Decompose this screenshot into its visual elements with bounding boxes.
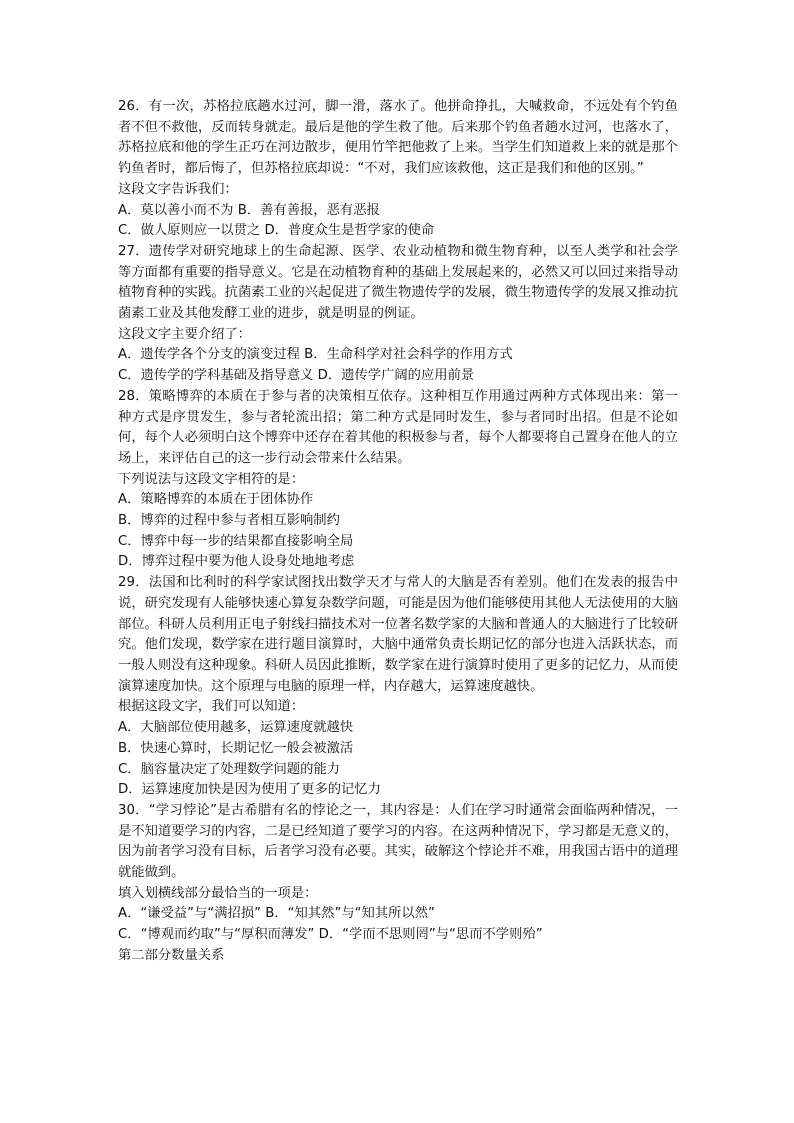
question-29 (118, 573, 678, 801)
question-30 (118, 801, 678, 946)
option-line: B．快速心算时，长期记忆一般会被激活 (118, 740, 354, 756)
question-stem: 填入划横线部分最恰当的一项是： (118, 885, 318, 901)
option-line: D．博弈过程中要为他人设身处地地考虑 (118, 554, 355, 570)
question-stem: 下列说法与这段文字相符的是： (118, 471, 305, 487)
option-line: A．莫以善小而不为 B．善有善报，恶有恶报 (118, 202, 380, 218)
section-heading: 第二部分数量关系 (118, 947, 225, 963)
option-line: A．策略博弈的本质在于团体协作 (118, 492, 314, 508)
option-line: C．遗传学的学科基础及指导意义 D．遗传学广阔的应用前景 (118, 368, 475, 384)
option-line: D．运算速度加快是因为使用了更多的记忆力 (118, 782, 381, 798)
question-26 (118, 97, 678, 242)
question-passage: 28．策略博弈的本质在于参与者的决策相互依存。这种相互作用通过两种方式体现出来：第一种方式是序贯发生，参与者轮流出招；第二种方式是同时发生，参与者同时出招。但是不论如何，每个人必须明白这个博弈中还存在着其他的积极参与者，每个人都要将自己置身在他人的立场上，来评估自己的这一步行动会带来什么结果。 (118, 388, 678, 466)
option-line: C．“博观而约取”与“厚积而薄发” D．“学而不思则罔”与“思而不学则殆” (118, 927, 543, 943)
option-line: C．做人原则应一以贯之 D．普度众生是哲学家的使命 (118, 223, 435, 239)
question-stem: 这段文字主要介绍了： (118, 326, 251, 342)
option-line: A．大脑部位使用越多，运算速度就越快 (118, 720, 354, 736)
option-line: A．遗传学各个分支的演变过程 B．生命科学对社会科学的作用方式 (118, 347, 513, 363)
option-line: B．博弈的过程中参与者相互影响制约 (118, 513, 340, 529)
question-passage: 26．有一次，苏格拉底趟水过河，脚一滑，落水了。他拼命挣扎，大喊救命，不远处有个钓鱼者不但不救他，反而转身就走。最后是他的学生救了他。后来那个钓鱼者趟水过河，也落水了，苏格拉底和他的学生正巧在河边散步，便用竹竿把他救了上来。当学生们知道救上来的就是那个钓鱼者时，都后悔了，但苏格拉底却说：“不对，我们应该救他，这正是我们和他的区别。” (118, 99, 678, 177)
option-line: C．博弈中每一步的结果都直接影响全局 (118, 533, 354, 549)
question-28 (118, 387, 678, 573)
question-passage: 30．“学习悖论”是古希腊有名的悖论之一，其内容是：人们在学习时通常会面临两种情况，一是不知道要学习的内容，二是已经知道了要学习的内容。在这两种情况下，学习都是无意义的，因为前者学习没有目标，后者学习没有必要。其实，破解这个悖论并不难，用我国古语中的道理就能做到。 (118, 802, 678, 881)
question-passage: 27．遗传学对研究地球上的生命起源、医学、农业动植物和微生物育种，以至人类学和社会学等方面都有重要的指导意义。它是在动植物育种的基础上发展起来的，必然又可以回过来指导动植物育种的实践。抗菌素工业的兴起促进了微生物遗传学的发展，微生物遗传学的发展又推动抗菌素工业及其他发酵工业的进步，就是明显的例证。 (118, 243, 678, 322)
document-page (118, 97, 678, 967)
question-27 (118, 242, 678, 387)
question-stem: 根据这段文字，我们可以知道： (118, 699, 305, 715)
question-passage: 29．法国和比利时的科学家试图找出数学天才与常人的大脑是否有差别。他们在发表的报告中说，研究发现有人能够快速心算复杂数学问题，可能是因为他们能够使用其他人无法使用的大脑部位。科研人员利用正电子射线扫描技术对一位著名数学家的大脑和普通人的大脑进行了比较研究。他们发现，数学家在进行题目演算时，大脑中通常负责长期记忆的部分也进入活跃状态，而一般人则没有这种现象。科研人员因此推断，数学家在进行演算时使用了更多的记忆力，从而使演算速度加快。这个原理与电脑的原理一样，内存越大，运算速度越快。 (118, 575, 678, 694)
option-line: C．脑容量决定了处理数学问题的能力 (118, 761, 341, 777)
option-line: A．“谦受益”与“满招损” B．“知其然”与“知其所以然” (118, 906, 435, 922)
question-stem: 这段文字告诉我们： (118, 181, 238, 197)
